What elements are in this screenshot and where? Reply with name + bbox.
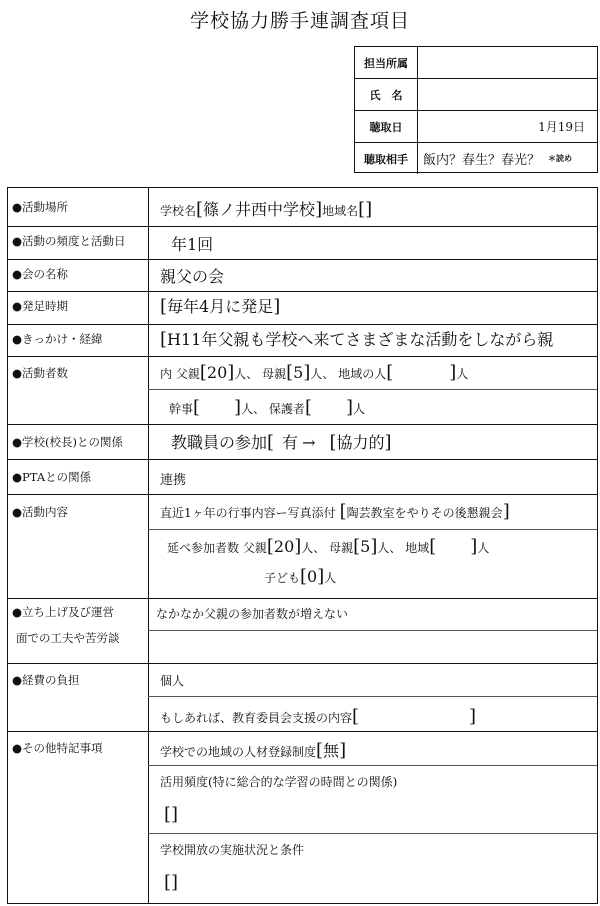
bracket-open-icon: [ [352, 706, 360, 727]
bracket-open-icon: [ [358, 199, 366, 220]
label-founded: ●発足時期 [12, 299, 69, 313]
recent-events-value[interactable]: 陶芸教室をやりその後懇親会 [346, 506, 503, 520]
sub-divider [148, 389, 597, 390]
activities-line-1 [160, 501, 510, 522]
members-line-1 [160, 362, 468, 383]
label-challenges-1: ●立ち上げ及び運営 [12, 605, 115, 619]
info-label: 聴取日 [355, 111, 418, 142]
bracket-open-icon: [ [316, 740, 324, 761]
bracket-close-icon: ] [303, 362, 311, 383]
origin-value [160, 327, 553, 350]
bracket-open-icon: [ [300, 566, 308, 587]
activities-line-3 [264, 566, 336, 587]
participants-fathers-unit: 人、 [301, 541, 326, 555]
info-label: 担当所属 [355, 47, 418, 78]
bracket-open-icon: [ [329, 432, 337, 453]
bracket-open-icon: [ [164, 872, 172, 893]
officers-unit: 人、 [241, 402, 266, 416]
bracket-close-icon: ] [171, 872, 179, 893]
bracket-close-icon: ] [339, 740, 347, 761]
document-title: 学校協力勝手連調査項目 [189, 10, 410, 32]
sub-divider [148, 529, 597, 530]
pta-value[interactable]: 連携 [160, 473, 187, 488]
bracket-open-icon: [ [429, 536, 437, 557]
bracket-open-icon: [ [193, 397, 201, 418]
bracket-close-icon: ] [317, 566, 325, 587]
location-value [160, 197, 372, 220]
participants-mothers-unit: 人、 [377, 541, 402, 555]
bracket-open-icon: [ [164, 804, 172, 825]
school-relation-prefix: 教職員の参加 [171, 433, 268, 452]
bracket-close-icon: ] [502, 501, 510, 522]
club-name-value[interactable]: 親父の会 [160, 267, 225, 286]
registry-prefix: 学校での地域の人材登録制度 [160, 745, 317, 759]
row-divider [8, 424, 597, 425]
participants-locals-label: 地域 [405, 541, 430, 555]
opening-field [164, 872, 178, 893]
participants-fathers[interactable]: 20 [273, 537, 295, 556]
mothers-count[interactable]: 5 [293, 363, 304, 382]
row-divider [8, 356, 597, 357]
bracket-close-icon: ] [227, 362, 235, 383]
info-row-department [355, 47, 597, 79]
info-value-interviewee[interactable] [417, 143, 597, 174]
sub-divider [148, 765, 597, 766]
info-value-department[interactable] [417, 47, 597, 78]
bracket-open-icon: [ [199, 362, 207, 383]
bracket-open-icon: [ [266, 536, 274, 557]
school-relation-participation[interactable]: 有 [282, 433, 299, 452]
bracket-open-icon: [ [267, 432, 275, 453]
label-school-relation: ●学校(校長)との関係 [12, 435, 124, 449]
label-activities: ●活動内容 [12, 505, 69, 519]
origin-text[interactable]: H11年父親も学校へ来てさまざまな活動をしながら親 [167, 330, 554, 349]
bracket-close-icon: ] [171, 804, 179, 825]
label-challenges-2: 面での工夫や苦労談 [16, 631, 120, 645]
bracket-close-icon: ] [315, 199, 323, 220]
participants-children-unit: 人 [324, 571, 337, 585]
bracket-open-icon: [ [353, 536, 361, 557]
bracket-close-icon: ] [365, 199, 373, 220]
info-label: 氏 名 [355, 79, 418, 110]
sub-divider [148, 630, 597, 631]
costs-support-prefix: もしあれば、教育委員会支援の内容 [160, 711, 353, 725]
column-divider [148, 188, 149, 903]
bracket-open-icon: [ [286, 362, 294, 383]
bracket-open-icon: [ [160, 329, 168, 350]
bracket-close-icon: ] [234, 397, 242, 418]
arrow-right-icon: → [302, 433, 316, 452]
members-line-2 [169, 397, 365, 418]
interviewee-note: ＊読め [548, 153, 573, 163]
recent-events-prefix: 直近1ヶ年の行事内容ー写真添付 [160, 506, 336, 520]
info-box [354, 46, 598, 173]
challenges-value[interactable]: なかなか父親の参加者数が増えない [156, 607, 349, 621]
label-pta: ●PTAとの関係 [12, 470, 92, 484]
bracket-close-icon: ] [294, 536, 302, 557]
label-origin: ●きっかけ・経緯 [12, 332, 103, 346]
school-name-value[interactable]: 篠ノ井西中学校 [203, 200, 316, 219]
info-label: 聴取相手 [355, 143, 418, 174]
sub-divider [148, 833, 597, 834]
area-name-prefix: 地域名 [322, 204, 359, 218]
frequency-value[interactable]: 年1回 [171, 235, 214, 254]
opening-label: 学校開放の実施状況と条件 [160, 843, 305, 857]
fathers-count[interactable]: 20 [206, 363, 228, 382]
officers-label: 幹事 [169, 402, 194, 416]
costs-support-line [160, 706, 476, 727]
participants-children[interactable]: 0 [307, 567, 318, 586]
label-club-name: ●会の名称 [12, 267, 69, 281]
locals-label: 地域の人 [338, 367, 387, 381]
survey-table [7, 187, 598, 904]
row-divider [8, 731, 597, 732]
registry-line [160, 738, 346, 761]
bracket-open-icon: [ [304, 397, 312, 418]
label-location: ●活動場所 [12, 200, 69, 214]
row-divider [8, 598, 597, 599]
locals-unit: 人 [456, 367, 469, 381]
info-value-date[interactable]: 1月19日 [538, 120, 585, 134]
bracket-close-icon: ] [470, 536, 478, 557]
row-divider [8, 459, 597, 460]
row-divider [8, 291, 597, 292]
participants-prefix: 延べ参加者数 [167, 541, 240, 555]
sub-divider [148, 696, 597, 697]
activities-line-2 [167, 536, 489, 557]
row-divider [8, 494, 597, 495]
row-divider [8, 226, 597, 227]
row-divider [8, 259, 597, 260]
founded-value [160, 294, 280, 317]
bracket-close-icon: ] [384, 432, 392, 453]
guardians-label: 保護者 [268, 402, 305, 416]
mothers-label: 母親 [262, 367, 287, 381]
fathers-unit: 人、 [234, 367, 259, 381]
costs-value[interactable]: 個人 [160, 674, 185, 688]
bracket-close-icon: ] [469, 706, 477, 727]
participants-children-label: 子ども [264, 571, 301, 585]
participants-mothers[interactable]: 5 [360, 537, 371, 556]
bracket-open-icon: [ [196, 199, 204, 220]
info-row-interviewee [355, 143, 597, 174]
participants-fathers-label: 父親 [242, 541, 267, 555]
school-relation-attitude[interactable]: 協力的 [336, 433, 385, 452]
label-other: ●その他特記事項 [12, 741, 103, 755]
interviewee-names: 飯内？春生？春光？ [423, 153, 541, 168]
fathers-label: 父親 [175, 367, 200, 381]
label-frequency: ●活動の頻度と活動日 [12, 234, 126, 248]
info-row-name [355, 79, 597, 111]
bracket-close-icon: ] [273, 296, 281, 317]
bracket-open-icon: [ [160, 296, 168, 317]
founded-text[interactable]: 毎年4月に発足 [167, 297, 274, 316]
registry-value[interactable]: 無 [323, 741, 340, 760]
participants-mothers-label: 母親 [329, 541, 354, 555]
school-relation-value [171, 430, 392, 453]
bracket-close-icon: ] [449, 362, 457, 383]
bracket-open-icon: [ [339, 501, 347, 522]
row-divider [8, 324, 597, 325]
row-divider [8, 663, 597, 664]
label-members: ●活動者数 [12, 366, 69, 380]
participants-locals-unit: 人 [477, 541, 490, 555]
usage-field [164, 804, 178, 825]
guardians-unit: 人 [353, 402, 366, 416]
info-value-name[interactable] [417, 79, 597, 110]
label-costs: ●経費の負担 [12, 673, 80, 687]
school-name-prefix: 学校名 [160, 204, 197, 218]
usage-label: 活用頻度(特に総合的な学習の時間との関係) [160, 775, 398, 789]
bracket-close-icon: ] [370, 536, 378, 557]
info-row-date [355, 111, 597, 143]
mothers-unit: 人、 [310, 367, 335, 381]
members-prefix: 内 [160, 367, 173, 381]
bracket-close-icon: ] [345, 397, 353, 418]
bracket-open-icon: [ [386, 362, 394, 383]
